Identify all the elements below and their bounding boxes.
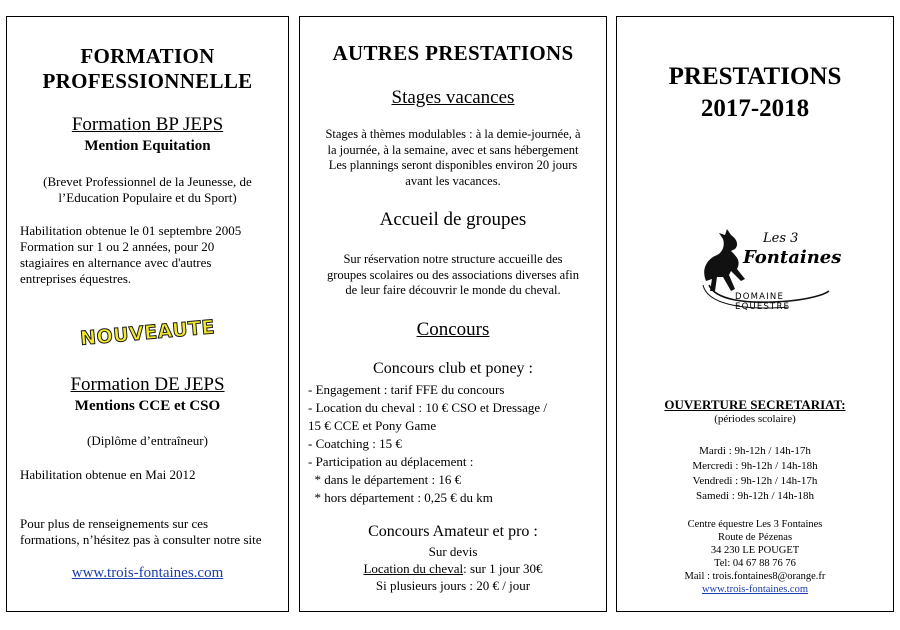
bp-desc-line: l’Education Populaire et du Sport)	[58, 190, 237, 205]
club-item: * dans le département : 16 €	[308, 472, 462, 487]
nouveaute-badge	[7, 316, 288, 350]
more-info-line: Pour plus de renseignements sur ces	[20, 516, 209, 531]
de-jeps-mention: Mentions CCE et CSO	[74, 398, 221, 414]
website-link-right[interactable]	[617, 583, 893, 596]
address-line: Route de Pézenas	[717, 532, 793, 543]
hours-row: Vendredi : 9h-12h / 14h-17h	[692, 475, 818, 487]
de-jeps-info: Habilitation obtenue en Mai 2012	[20, 467, 196, 482]
logo-les3: Les 3	[763, 231, 799, 246]
concours-amateur-text	[300, 543, 606, 594]
de-jeps-heading: Formation DE JEPS	[70, 374, 225, 395]
club-item: - Location du cheval : 10 € CSO et Dressage /	[308, 400, 547, 415]
more-info-line: formations, n’hésitez pas à consulter notre site	[20, 532, 262, 547]
address-line: Mail : trois.fontaines8@orange.fr	[684, 571, 826, 582]
domaine-logo	[679, 215, 842, 315]
club-item: - Participation au déplacement :	[308, 454, 474, 469]
logo-domaine: DOMAINE EQUESTRE	[735, 292, 791, 312]
club-item: 15 € CCE et Pony Game	[308, 418, 437, 433]
formation-title	[7, 44, 288, 94]
stages-line: Les plannings seront disponibles environ 20 jours	[328, 158, 578, 172]
address-line: 34 230 LE POUGET	[710, 545, 800, 556]
bp-info-line: entreprises équestres.	[20, 271, 132, 286]
stages-line: la journée, à la semaine, avec et sans hébergement	[327, 142, 579, 157]
amateur-location-label: Location du cheval	[363, 561, 464, 576]
stages-vacances-heading: Stages vacances	[391, 87, 515, 108]
autres-prestations-title: AUTRES PRESTATIONS	[332, 41, 574, 65]
logo-fontaines: Fontaines	[743, 247, 842, 268]
address-line: Centre équestre Les 3 Fontaines	[687, 519, 823, 530]
bp-info-line: Habilitation obtenue le 01 septembre 2005	[20, 223, 242, 238]
website-link-text[interactable]: www.trois-fontaines.com	[71, 565, 224, 581]
address-block	[617, 518, 893, 596]
prestations-title-line: PRESTATIONS	[668, 63, 842, 90]
amateur-location-line	[300, 560, 606, 577]
concours-club-list	[308, 381, 604, 507]
bp-jeps-mention: Mention Equitation	[84, 138, 211, 154]
club-item: * hors département : 0,25 € du km	[308, 490, 493, 505]
bp-info-line: stagiaires en alternance avec d'autres	[20, 255, 212, 270]
accueil-groupes-text	[300, 252, 606, 299]
secretariat-heading	[617, 397, 893, 413]
club-item: - Coatching : 15 €	[308, 436, 402, 451]
prestations-year: 2017-2018	[700, 95, 810, 122]
bp-info-line: Formation sur 1 ou 2 années, pour 20	[20, 239, 215, 254]
bp-jeps-heading: Formation BP JEPS	[71, 114, 224, 135]
stages-line: Stages à thèmes modulables : à la demie-journée, à	[325, 127, 581, 141]
prestations-title	[617, 61, 893, 125]
title-line-2: PROFESSIONNELLE	[42, 69, 253, 93]
de-jeps-description: (Diplôme d’entraîneur)	[87, 433, 208, 448]
nouveaute-text: NOUVEAUTE	[79, 316, 216, 350]
address-line: Tel: 04 67 88 76 76	[714, 558, 796, 569]
hours-row: Mercredi : 9h-12h / 14h-18h	[692, 460, 818, 472]
website-link-text[interactable]: www.trois-fontaines.com	[701, 584, 809, 595]
amateur-line: Si plusieurs jours : 20 € / jour	[375, 578, 531, 593]
panel-autres-prestations	[299, 16, 607, 612]
bp-jeps-description	[7, 174, 288, 206]
concours-amateur-heading: Concours Amateur et pro :	[368, 523, 538, 540]
website-link-left[interactable]	[7, 565, 288, 582]
concours-heading: Concours	[416, 319, 490, 340]
concours-club-heading: Concours club et poney :	[373, 360, 533, 377]
hours-row: Mardi : 9h-12h / 14h-17h	[699, 445, 811, 457]
stages-vacances-text	[300, 127, 606, 189]
bp-jeps-info	[20, 223, 285, 287]
opening-hours	[617, 444, 893, 504]
accueil-groupes-heading: Accueil de groupes	[379, 209, 527, 230]
groupes-line: groupes scolaires ou des associations diverses afin	[326, 267, 580, 282]
club-item: - Engagement : tarif FFE du concours	[308, 382, 505, 397]
amateur-location-value: : sur 1 jour 30€	[463, 561, 543, 576]
more-info-text	[20, 516, 288, 548]
panel-formation	[6, 16, 289, 612]
bp-desc-line: (Brevet Professionnel de la Jeunesse, de	[43, 174, 252, 189]
hours-row: Samedi : 9h-12h / 14h-18h	[696, 490, 814, 502]
groupes-line: Sur réservation notre structure accueille des	[343, 252, 563, 266]
stages-line: avant les vacances.	[405, 173, 501, 188]
panel-prestations	[616, 16, 894, 612]
title-line-1: FORMATION	[80, 44, 215, 68]
secretariat-note: (périodes scolaire)	[714, 413, 796, 425]
secretariat-title: OUVERTURE SECRETARIAT:	[664, 397, 846, 412]
amateur-line: Sur devis	[428, 544, 478, 559]
groupes-line: de leur faire découvrir le monde du cheval.	[345, 283, 561, 297]
